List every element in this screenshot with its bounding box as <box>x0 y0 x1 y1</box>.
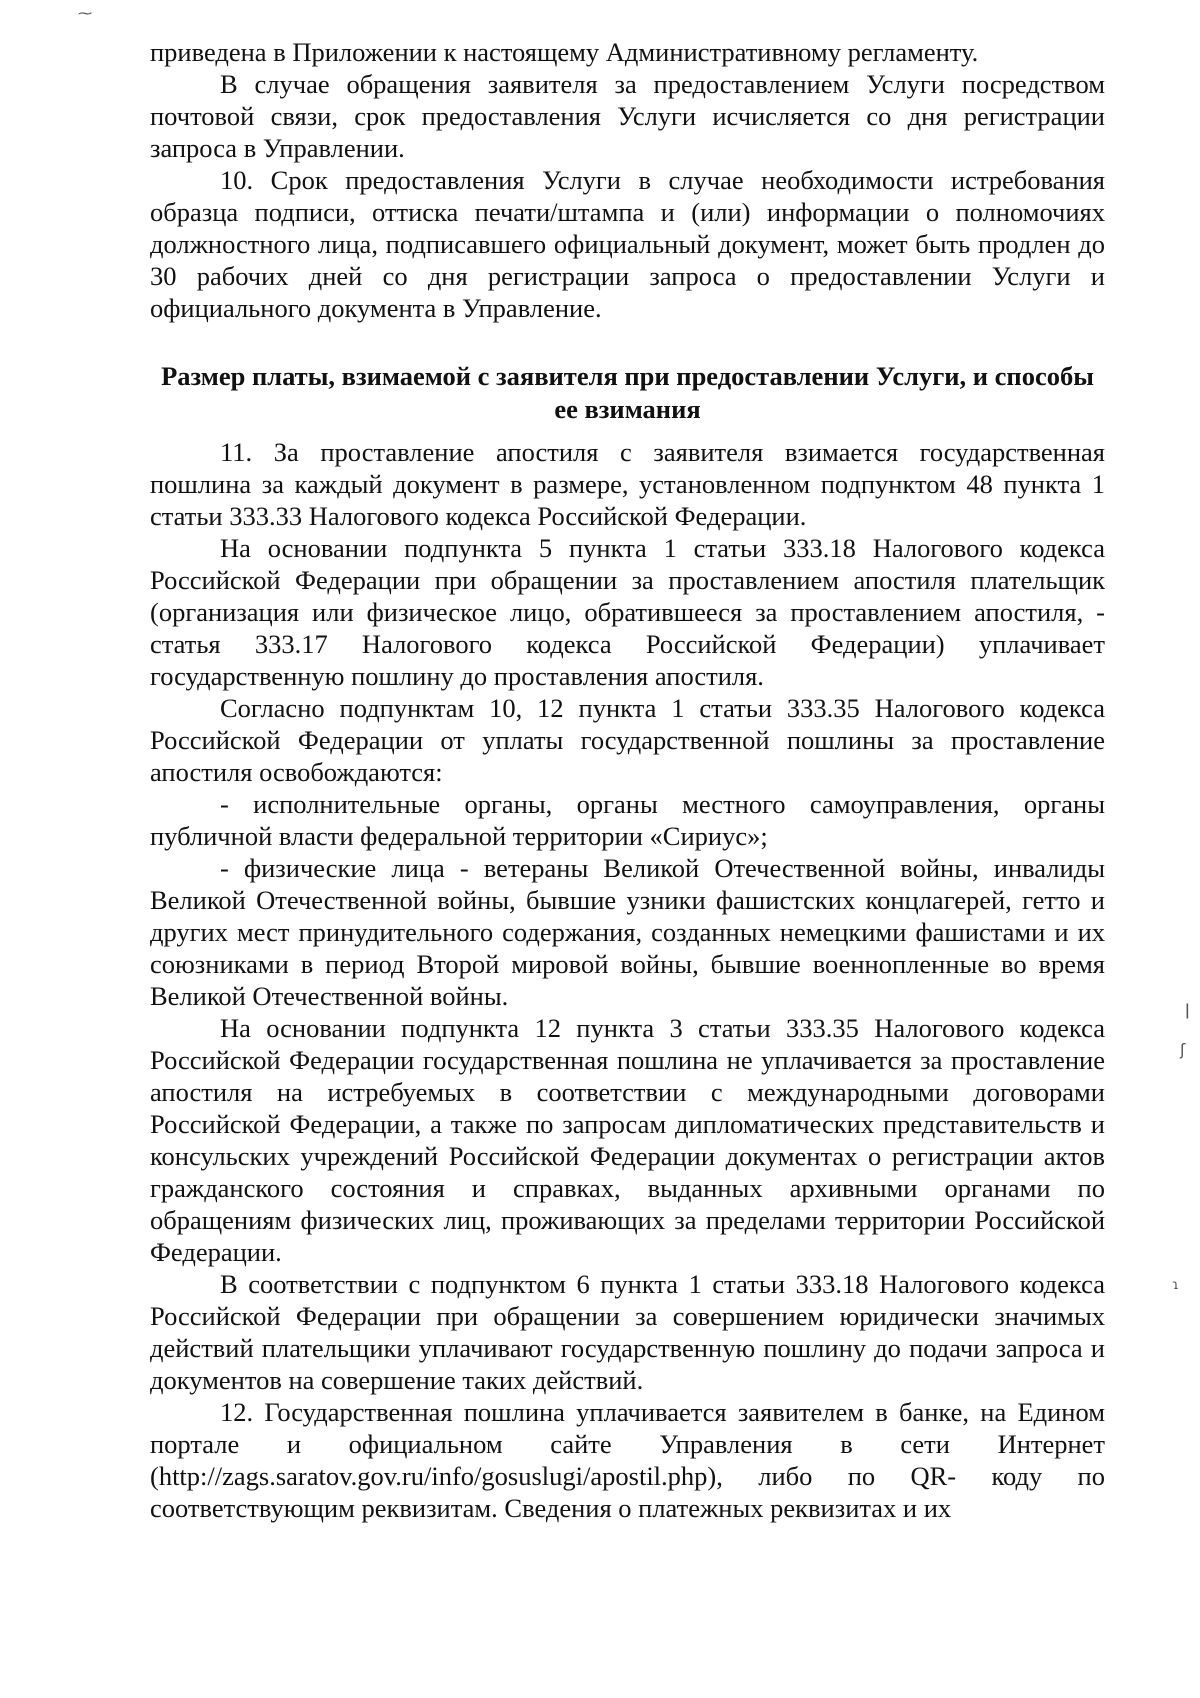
paragraph-item-10: 10. Срок предоставления Услуги в случае необходимости истребования образца подписи, оттиска печати/штампа и (или) информации о полномочиях должностного лица, подписавшего официальный документ, может быть продлен до 30 рабочих дней со дня регистрации запроса о предоставлении Услуги и официального документа в Управление. <box>150 165 1105 323</box>
scan-artifact-mark: ⁓ <box>78 6 92 22</box>
scan-artifact-mark: ǀ <box>1185 1000 1190 1019</box>
paragraph-tax-code-basis: На основании подпункта 5 пункта 1 статьи 333.18 Налогового кодекса Российской Федерации при обращении за проставлением апостиля плательщик (организация или физическое лицо, обратившееся за проставлением апостиля, - статья 333.17 Налогового кодекса Российской Федерации) уплачивает государственную пошлину до проставления апостиля. <box>150 533 1105 691</box>
paragraph-postal-request: В случае обращения заявителя за предоставлением Услуги посредством почтовой связи, срок предоставления Услуги исчисляется со дня регистрации запроса в Управлении. <box>150 69 1105 163</box>
paragraph-item-11: 11. За проставление апостиля с заявителя взимается государственная пошлина за каждый документ в размере, установленном подпунктом 48 пункта 1 статьи 333.33 Налогового кодекса Российской Федерации. <box>150 437 1105 531</box>
list-item-exempt-organs: - исполнительные органы, органы местного самоуправления, органы публичной власти федеральной территории «Сириус»; <box>150 789 1105 851</box>
paragraph-payment-timing: В соответствии с подпунктом 6 пункта 1 статьи 333.18 Налогового кодекса Российской Федерации при обращении за совершением юридически значимых действий плательщики уплачивают государственную пошлину до подачи запроса и документов на совершение таких действий. <box>150 1269 1105 1395</box>
scan-artifact-mark: ɿ <box>1172 1278 1179 1293</box>
section-heading-fees: Размер платы, взимаемой с заявителя при предоставлении Услуги, и способы ее взимания <box>161 361 1094 424</box>
paragraph-item-12: 12. Государственная пошлина уплачивается заявителем в банке, на Едином портале и официальном сайте Управления в сети Интернет (http://zags.saratov.gov.ru/info/gosuslugi/apostil.php), либо по QR- коду по соответствующим реквизитам. Сведения о платежных реквизитах и их <box>150 1397 1105 1523</box>
document-page <box>150 36 1105 1524</box>
paragraph-exemptions-intro: Согласно подпунктам 10, 12 пункта 1 статьи 333.35 Налогового кодекса Российской Федерации от уплаты государственной пошлины за проставление апостиля освобождаются: <box>150 693 1105 787</box>
paragraph-continuation: приведена в Приложении к настоящему Административному регламенту. <box>150 37 979 67</box>
paragraph-no-fee-cases: На основании подпункта 12 пункта 3 статьи 333.35 Налогового кодекса Российской Федерации государственная пошлина не уплачивается за проставление апостиля на истребуемых в соответствии с международными договорами Российской Федерации, а также по запросам дипломатических представительств и консульских учреждений Российской Федерации документах о регистрации актов гражданского состояния и справках, выданных архивными органами по обращениям физических лиц, проживающих за пределами территории Российской Федерации. <box>150 1013 1105 1267</box>
list-item-exempt-veterans: - физические лица - ветераны Великой Отечественной войны, инвалиды Великой Отечественной войны, бывшие узники фашистских концлагерей, гетто и других мест принудительного содержания, созданных немецкими фашистами и их союзниками в период Второй мировой войны, бывшие военнопленные во время Великой Отечественной войны. <box>150 853 1105 1011</box>
scan-artifact-mark: ʃ <box>1180 1040 1186 1059</box>
